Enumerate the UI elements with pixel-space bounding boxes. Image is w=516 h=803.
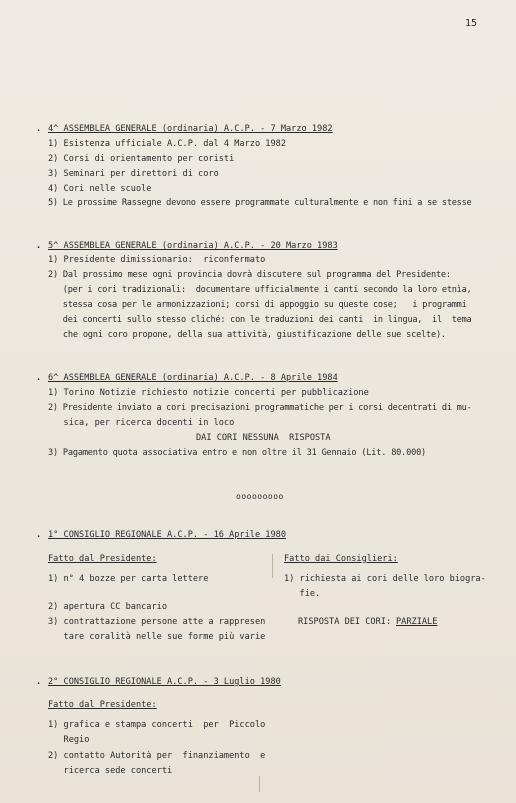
list-item: 2) Presidente inviato a cori precisazioni programmatiche per i corsi decentrati di mu- [48, 403, 472, 413]
list-item: 2) Dal prossimo mese ogni provincia dovrà discutere sul programma del Presidente: [48, 270, 451, 280]
response-value: PARZIALE [396, 617, 438, 627]
list-item: ricerca sede concerti [48, 766, 173, 776]
list-item: 3) Pagamento quota associativa entro e non oltre il 31 Gennaio (Lit. 80.000) [48, 448, 427, 458]
list-item: 1) richiesta ai cori delle loro biogra- [284, 574, 486, 584]
list-item: che ogni coro propone, della sua attività, giustificazione delle sue scelte). [48, 330, 446, 340]
list-item: 2) contatto Autorità per finanziamento e [48, 751, 266, 761]
bullet-dot: . [36, 677, 42, 687]
left-column-title: Fatto dal Presidente: [48, 700, 157, 710]
section-heading: 6^ ASSEMBLEA GENERALE (ordinaria) A.C.P. - 8 Aprile 1984 [48, 373, 338, 383]
list-item: (per i cori tradizionali: documentare ufficialmente i canti secondo la loro etnìa, [48, 285, 472, 295]
list-item: 4) Cori nelle scuole [48, 184, 152, 194]
response-label: RISPOSTA DEI CORI: [298, 617, 392, 627]
list-item: 1) Esistenza ufficiale A.C.P. dal 4 Marzo 1982 [48, 139, 286, 149]
column-divider [259, 776, 260, 792]
section-heading: 5^ ASSEMBLEA GENERALE (ordinaria) A.C.P. - 20 Marzo 1983 [48, 241, 338, 251]
list-item: Regio [48, 735, 90, 745]
list-item: stessa cosa per le armonizzazioni; corsi di appoggio su queste cose; i programmi [48, 300, 467, 310]
right-column-title: Fatto dai Consiglieri: [284, 554, 398, 564]
list-item: fie. [284, 589, 321, 599]
section-heading: 4^ ASSEMBLEA GENERALE (ordinaria) A.C.P. - 7 Marzo 1982 [48, 124, 333, 134]
list-item: dei concerti sullo stesso cliché: con le traduzioni dei canti in lingua, il tema [48, 315, 472, 325]
bullet-dot: . [36, 124, 42, 134]
list-item: 1) n° 4 bozze per carta lettere [48, 574, 209, 584]
council-heading: 1° CONSIGLIO REGIONALE A.C.P. - 16 Aprile 1980 [48, 530, 286, 540]
bullet-dot: . [36, 530, 42, 540]
list-item: 1) Presidente dimissionario: riconfermato [48, 255, 266, 265]
list-item: 3) contrattazione persone atte a rappresen [48, 617, 266, 627]
list-item: 3) Seminari per direttori di coro [48, 169, 219, 179]
council-heading: 2° CONSIGLIO REGIONALE A.C.P. - 3 Luglio 1980 [48, 677, 281, 687]
left-column-title: Fatto dal Presidente: [48, 554, 157, 564]
list-item: tare coralità nelle sue forme più varie [48, 632, 266, 642]
separator: ooooooooo [236, 492, 284, 501]
list-item: sica, per ricerca docenti in loco [48, 418, 235, 428]
list-item: 2) apertura CC bancario [48, 602, 167, 612]
list-item: 2) Corsi di orientamento per coristi [48, 154, 235, 164]
list-item: 1) Torino Notizie richiesto notizie concerti per pubblicazione [48, 388, 369, 398]
page-number: 15 [465, 18, 478, 29]
list-item: 1) grafica e stampa concerti per Piccolo [48, 720, 266, 730]
column-divider [272, 554, 273, 578]
bullet-dot: . [36, 241, 42, 251]
list-item: 5) Le prossime Rassegne devono essere programmate culturalmente e non fini a se stesse [48, 198, 472, 208]
center-note: DAI CORI NESSUNA RISPOSTA [196, 433, 331, 443]
bullet-dot: . [36, 373, 42, 383]
